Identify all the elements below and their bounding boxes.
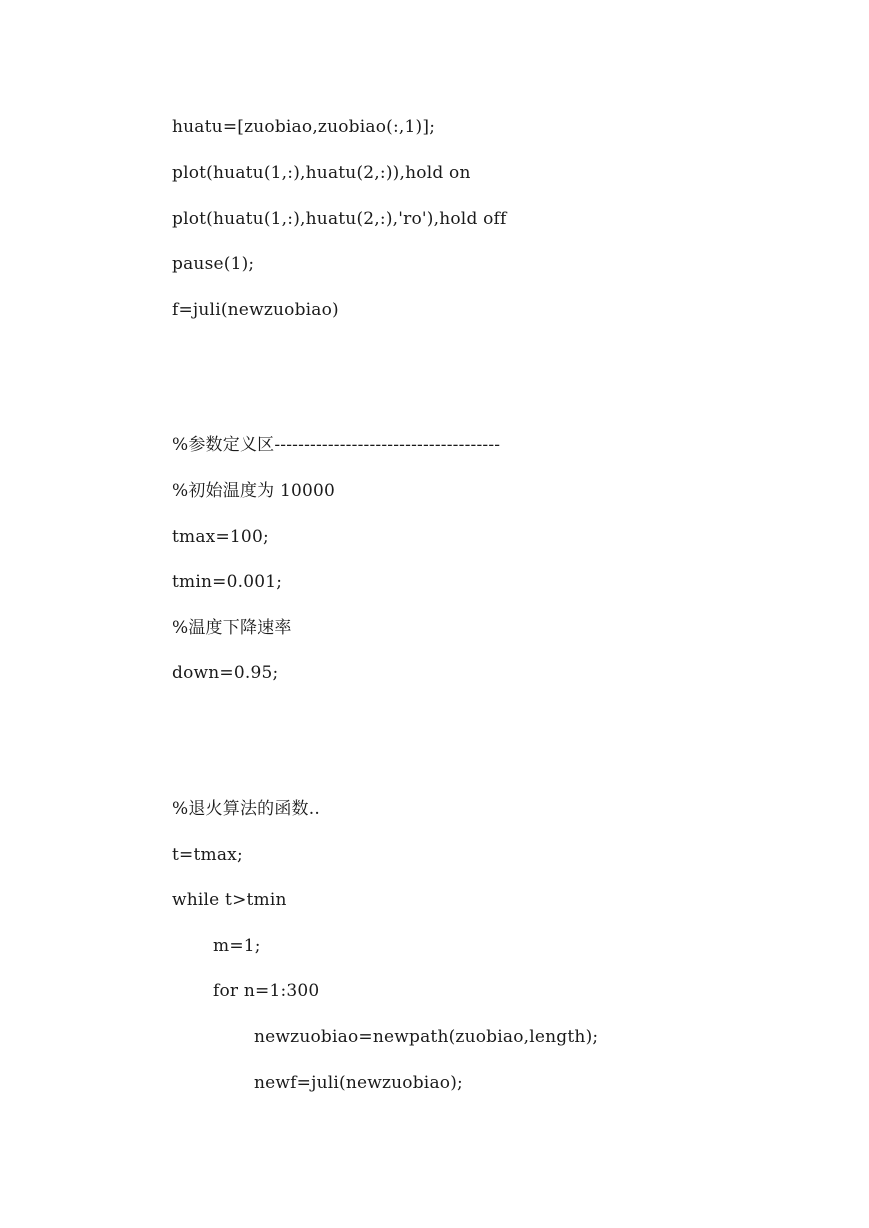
comment-line: %参数定义区--------------------------------------: [172, 435, 501, 455]
code-line: plot(huatu(1,:),huatu(2,:)),hold on: [172, 163, 471, 183]
code-line: down=0.95;: [172, 663, 279, 683]
code-line: t=tmax;: [172, 845, 243, 865]
code-line: huatu=[zuobiao,zuobiao(:,1)];: [172, 117, 436, 137]
code-line: while t>tmin: [172, 890, 287, 910]
code-line: tmax=100;: [172, 527, 269, 547]
comment-line: %初始温度为 10000: [172, 481, 336, 501]
code-line: newzuobiao=newpath(zuobiao,length);: [254, 1027, 599, 1047]
code-line: m=1;: [213, 936, 261, 956]
code-line: for n=1:300: [213, 981, 320, 1001]
code-line: plot(huatu(1,:),huatu(2,:),'ro'),hold off: [172, 209, 507, 229]
comment-line: %温度下降速率: [172, 618, 292, 638]
comment-line: %退火算法的函数..: [172, 799, 320, 819]
code-line: newf=juli(newzuobiao);: [254, 1073, 463, 1093]
code-line: f=juli(newzuobiao): [172, 300, 339, 320]
code-line: pause(1);: [172, 254, 255, 274]
code-line: tmin=0.001;: [172, 572, 283, 592]
